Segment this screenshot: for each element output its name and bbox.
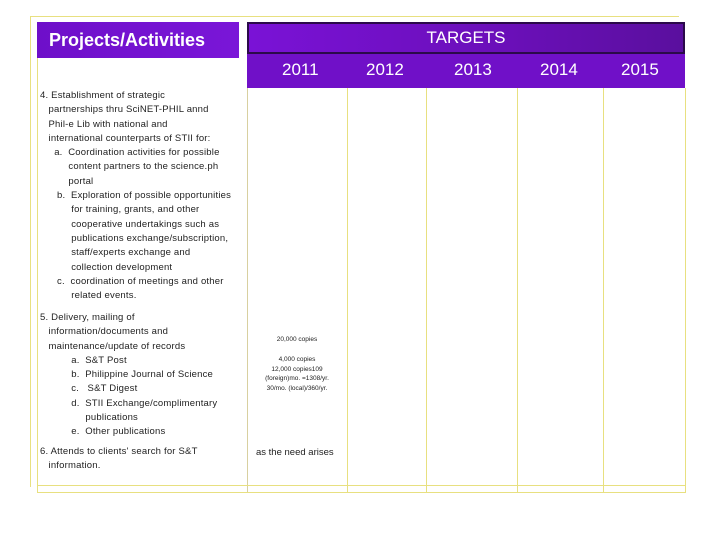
targets-header xyxy=(247,22,685,54)
activity-line: 4. Establishment of strategic xyxy=(40,90,166,101)
projects-activities-label: Projects/Activities xyxy=(49,29,206,50)
activity-line: information/documents and xyxy=(40,326,169,338)
activity-line: for training, grants, and other xyxy=(40,204,200,216)
activity-line: related events. xyxy=(40,290,137,302)
activity-line: cooperative undertakings such as xyxy=(40,218,220,230)
activity-line: e. Other publications xyxy=(40,426,166,438)
activity-line: international counterparts of STII for: xyxy=(40,132,211,144)
grid-line-col-2015 xyxy=(603,88,604,493)
activity-line: b. Exploration of possible opportunities xyxy=(40,190,232,202)
year-2013: 2013 xyxy=(454,60,492,79)
grid-line-col-2012 xyxy=(347,88,348,493)
target-5-2011-a: 20,000 copies xyxy=(276,336,318,343)
activity-line: Phil-e Lib with national and xyxy=(40,118,168,130)
target-5-2011-c: 12,000 copies109 xyxy=(271,366,323,373)
activity-5-text xyxy=(40,311,217,440)
activity-line: c. S&T Digest xyxy=(40,383,138,395)
activity-line: 6. Attends to clients' search for S&T xyxy=(40,446,198,457)
grid-line-bottom-2 xyxy=(37,492,685,493)
year-2011: 2011 xyxy=(282,60,319,79)
activity-line: 5. Delivery, mailing of xyxy=(40,312,135,323)
activity-line: a. S&T Post xyxy=(40,354,127,366)
target-5-2011-e: 30/mo. (local)/360/yr. xyxy=(266,385,328,392)
activity-line: content partners to the science.ph xyxy=(40,161,219,173)
year-2015: 2015 xyxy=(621,60,659,79)
activity-line: a. Coordination activities for possible xyxy=(40,147,220,159)
year-2012: 2012 xyxy=(366,60,404,79)
activity-line: collection development xyxy=(40,261,173,273)
activity-line: maintenance/update of records xyxy=(40,340,186,352)
activity-line: c. coordination of meetings and other xyxy=(40,275,224,287)
target-5-2011-b: 4,000 copies xyxy=(278,356,316,363)
activity-line: d. STII Exchange/complimentary xyxy=(40,397,218,409)
activity-line: staff/experts exchange and xyxy=(40,247,191,259)
grid-line-col-2014 xyxy=(517,88,518,493)
activity-4-text xyxy=(40,89,231,303)
activity-6-text xyxy=(40,445,198,474)
year-2014: 2014 xyxy=(540,60,578,79)
grid-line-col-2011 xyxy=(247,88,248,493)
target-5-2011-d: (foreign)mo. =1308/yr. xyxy=(265,375,329,382)
grid-line-bottom-1 xyxy=(37,485,685,486)
grid-line-left xyxy=(37,58,38,493)
grid-line-right xyxy=(685,88,686,493)
projects-activities-header xyxy=(37,22,239,58)
activity-line: portal xyxy=(40,175,94,187)
target-6-2011: as the need arises xyxy=(256,447,334,458)
targets-label: TARGETS xyxy=(426,28,506,47)
activity-line: publications exchange/subscription, xyxy=(40,232,229,244)
activity-line: publications xyxy=(40,412,139,424)
activity-line: b. Philippine Journal of Science xyxy=(40,369,214,381)
grid-line-col-2013 xyxy=(426,88,427,493)
activity-line: information. xyxy=(40,460,101,472)
activity-line: partnerships thru SciNET-PHIL annd xyxy=(40,104,209,116)
